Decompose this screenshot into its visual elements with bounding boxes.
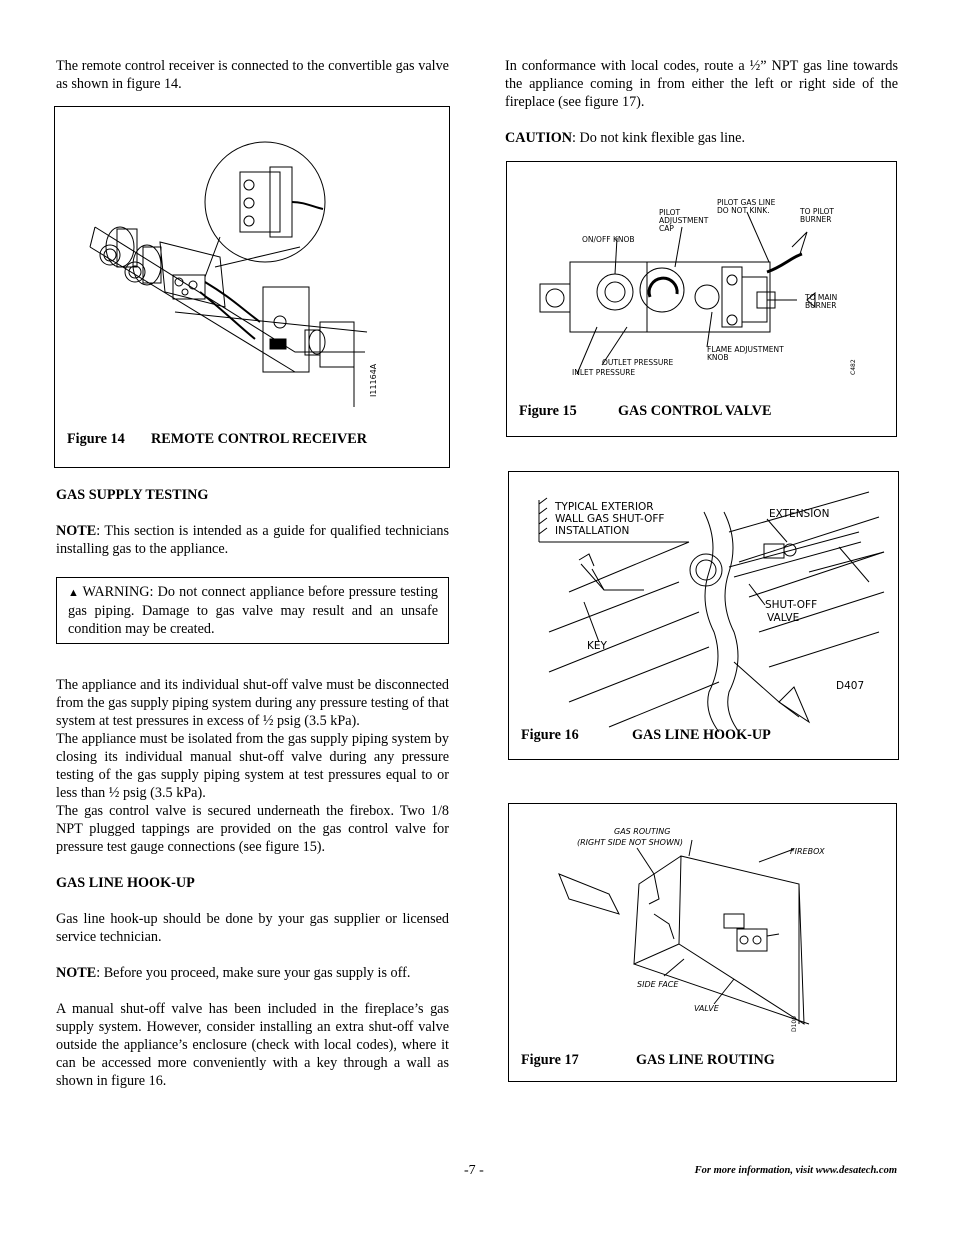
label-gas-routing: GAS ROUTING — [614, 827, 671, 836]
label-pilot-gas-line: PILOT GAS LINE — [717, 198, 776, 207]
note-section-guide: NOTE: This section is intended as a guide for qualified technicians installing gas to the appliance. — [56, 523, 449, 557]
footer-website: For more information, visit www.desatech.com — [694, 1165, 897, 1176]
gas-line-hookup-drawing — [509, 472, 898, 759]
figure-14 — [54, 106, 450, 468]
figure-15-title: GAS CONTROL VALVE — [618, 403, 772, 419]
figure-14-caption — [67, 431, 367, 448]
caution-note: CAUTION: Do not kink flexible gas line. — [505, 130, 745, 146]
figure-16-number: Figure 16 — [521, 727, 579, 743]
figure-16 — [508, 471, 899, 760]
figure-16-caption — [521, 727, 771, 744]
control-valve-paragraph: The gas control valve is secured underneath the firebox. Two 1/8 NPT plugged tappings are provided on the gas control valve for pressure test gauge connections (see figure 15). — [56, 803, 449, 855]
figure-16-code: D407 — [836, 680, 865, 692]
figure-16-title: GAS LINE HOOK-UP — [632, 727, 771, 743]
label-to-main: TO MAIN — [805, 293, 838, 302]
figure-17-number: Figure 17 — [521, 1052, 579, 1068]
label-installation: INSTALLATION — [555, 525, 630, 537]
label-typical-exterior: TYPICAL EXTERIOR — [555, 501, 654, 513]
label-key: KEY — [587, 640, 607, 652]
label-valve: VALVE — [767, 612, 800, 624]
note-gas-supply-off: NOTE: Before you proceed, make sure your gas supply is off. — [56, 965, 411, 981]
gas-line-hookup-heading: GAS LINE HOOK-UP — [56, 875, 195, 891]
intro-right: In conformance with local codes, route a ½” NPT gas line towards the appliance coming in from either the left or right side of the fireplace (see figure 17). CAUTION: Do not kink flexible gas line. — [505, 58, 898, 146]
label-flame-adjustment: FLAME ADJUSTMENT — [707, 345, 784, 354]
label-pilot-burner: BURNER — [800, 215, 832, 224]
isolation-paragraph: The appliance must be isolated from the gas supply piping system by closing its individual manual shut-off valve during any pressure testing of the gas supply piping system at test pressures equal to or less than ½ psig (3.5 kPa). — [56, 731, 449, 801]
figure-14-code: I11164A — [369, 363, 378, 397]
label-extension: EXTENSION — [769, 508, 830, 520]
label-pilot: PILOT — [659, 208, 681, 217]
warning-box: ▲ WARNING: Do not connect appliance before pressure testing gas piping. Damage to gas valve may result and an unsafe condition may be created. — [56, 577, 449, 644]
label-firebox: FIREBOX — [790, 847, 825, 856]
figure-15-caption — [519, 403, 772, 420]
label-main-burner: BURNER — [805, 301, 837, 310]
figure-15-number: Figure 15 — [519, 403, 577, 419]
figure-15 — [506, 161, 897, 437]
label-valve: VALVE — [694, 1004, 719, 1013]
label-shut-off: SHUT-OFF — [765, 599, 818, 611]
hookup-paragraph: Gas line hook-up should be done by your gas supplier or licensed service technician. — [56, 911, 449, 945]
label-inlet-pressure: INLET PRESSURE — [572, 368, 636, 377]
gas-supply-heading: GAS SUPPLY TESTING — [56, 487, 209, 503]
label-outlet-pressure: OUTLET PRESSURE — [602, 358, 674, 367]
label-on-off-knob: ON/OFF KNOB — [582, 235, 635, 244]
intro-left: The remote control receiver is connected to the convertible gas valve as shown in figure 14. — [56, 58, 449, 92]
label-wall-gas-shut-off: WALL GAS SHUT-OFF — [555, 513, 665, 525]
figure-17 — [508, 803, 897, 1082]
figure-17-title: GAS LINE ROUTING — [636, 1052, 775, 1068]
left-column-text — [56, 486, 449, 1090]
label-to-pilot: TO PILOT — [800, 207, 834, 216]
remote-receiver-drawing — [55, 107, 449, 467]
figure-15-code: C482 — [850, 359, 857, 375]
label-adjustment: ADJUSTMENT — [659, 216, 709, 225]
manual-shutoff-paragraph: A manual shut-off valve has been included in the fireplace’s gas supply system. However, consider installing an extra shut-off valve outside the appliance’s enclosure (check with local codes), where it can be accessed more conveniently with a key through a wall as shown in figure 16. — [56, 1001, 449, 1089]
label-right-side-not-shown: (RIGHT SIDE NOT SHOWN) — [577, 838, 683, 847]
label-knob: KNOB — [707, 353, 729, 362]
label-do-not-kink: DO NOT KINK. — [717, 206, 770, 215]
page-number: -7 - — [464, 1163, 484, 1178]
gas-control-valve-drawing — [507, 162, 896, 436]
label-side-face: SIDE FACE — [637, 980, 679, 989]
figure-14-title: REMOTE CONTROL RECEIVER — [151, 431, 367, 447]
figure-14-number: Figure 14 — [67, 431, 125, 447]
gas-line-routing-drawing — [509, 804, 896, 1081]
label-cap: CAP — [659, 224, 674, 233]
pressure-test-paragraph: The appliance and its individual shut-off valve must be disconnected from the gas supply piping system during any pressure testing of that system at test pressures in excess of ½ psig (3.5 kPa). — [56, 677, 449, 729]
warning-icon: ▲ — [68, 587, 80, 599]
figure-17-caption — [521, 1052, 775, 1069]
figure-17-code: D100 — [791, 1015, 798, 1032]
